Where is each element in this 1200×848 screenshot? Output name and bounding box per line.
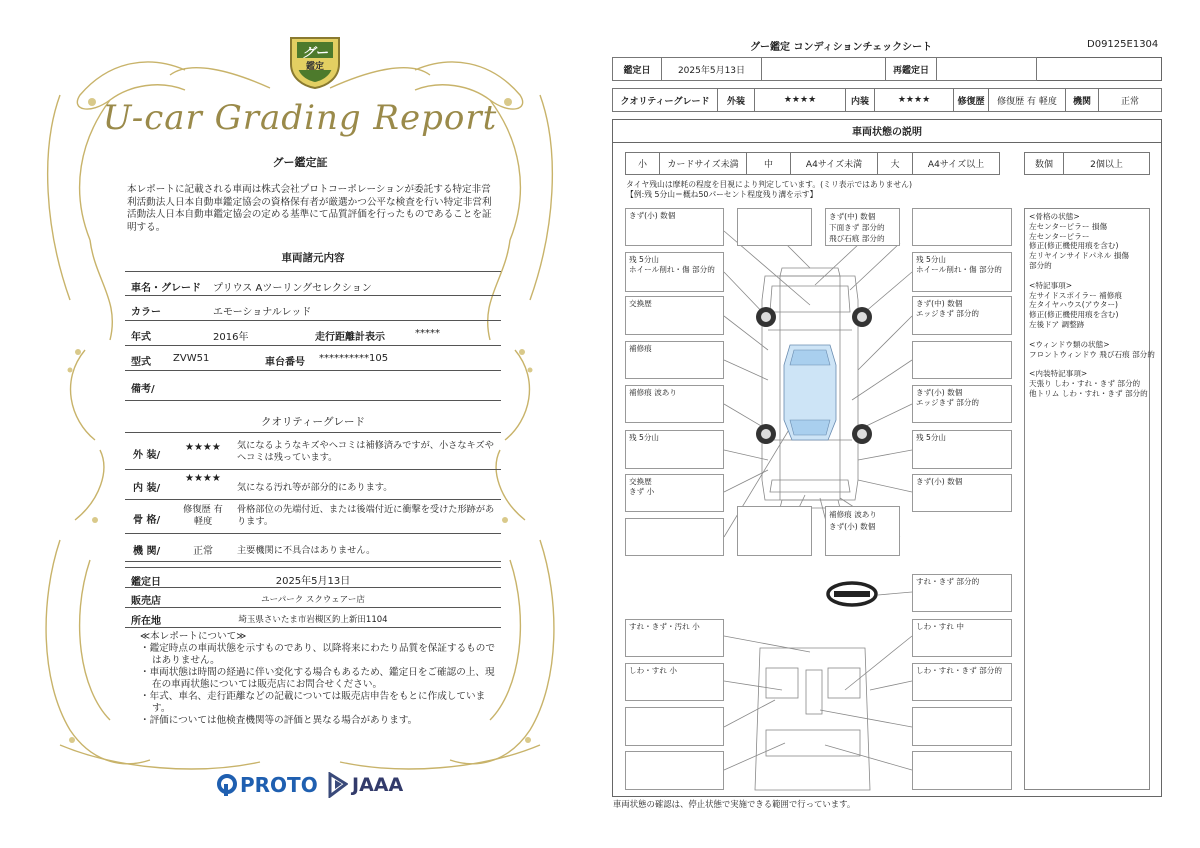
grade-row-exterior [125,432,501,470]
jaaa-logo [328,771,403,799]
mark-rear-left-tire [625,430,724,469]
repair-value: 修復歴 有 軽度 [988,88,1066,112]
date-value: 2025年5月13日 [661,57,762,81]
mark-text: 交換歴 [629,299,652,308]
mark-text: きず(小) 数個 [629,211,676,220]
steering-wheel-icon [828,583,876,605]
summary-line: 左後ドア 調整跡 [1029,319,1085,329]
mark-text: 残 5分山 [629,433,660,442]
grade-value: ★★★★ [185,442,221,453]
mark-text: 残 5分山 [629,255,660,264]
model-value: ZVW51 [173,353,210,364]
mark-rear-bumper [825,506,900,556]
mark-interior-right-2 [912,663,1012,701]
mark-right-rear-door [912,385,1012,423]
date-row [125,567,501,588]
mark-front-left [625,208,724,246]
mark-left-front-door [625,341,724,379]
mark-text: エッジきず 部分的 [916,309,980,318]
ext-value: ★★★★ [754,88,846,112]
date-value: 2025年5月13日 [275,576,351,587]
mark-text: 交換歴 [629,477,652,486]
summary-line: <ウィンドウ類の状態> [1029,339,1110,349]
mark-interior-left-2 [625,663,724,701]
mark-left-rear-door [625,385,724,423]
report-notes [140,631,495,727]
ext-label: 外装 [717,88,755,112]
summary-line: 部分的 [1029,260,1052,270]
store-row [125,588,501,608]
grade-row-frame [125,500,501,534]
size-small-label: 小 [625,152,660,175]
mark-interior-right-3 [912,707,1012,746]
mark-interior-right-1 [912,619,1012,657]
goo-badge [287,32,343,90]
mark-left-fender [625,296,724,335]
mark-text: 残 5分山 [916,255,947,264]
engine-value: 正常 [1098,88,1162,112]
mark-front-right [912,208,1012,246]
mark-interior-left-4 [625,751,724,790]
count-value: 2個以上 [1063,152,1150,175]
summary-line: 左タイヤハウス(アウター) [1029,300,1118,310]
address-value: 埼玉県さいたま市岩槻区釣上新田1104 [238,615,388,625]
mark-interior-right-4 [912,751,1012,790]
spec-row-color [125,296,501,321]
date-label: 鑑定日 [131,577,161,588]
summary-line: フロントウィンドウ 飛び石痕 部分的 [1029,349,1155,359]
mark-rear-left [625,518,724,556]
size-mid-value: A4サイズ未満 [790,152,878,175]
badge-bottom-text: 鑑定 [305,62,324,72]
qg-label: クオリティーグレード [612,88,718,112]
name-label: 車名・グレード [131,283,201,294]
mark-text: きず(中) 数個 [916,299,963,308]
grade-desc: 気になるようなキズやヘコミは補修済みですが、小さなキズやヘコミは残っています。 [237,440,494,463]
mark-front-right-tire [912,252,1012,292]
year-label: 年式 [131,332,151,343]
proto-mark-icon [216,773,238,797]
int-value: ★★★★ [874,88,954,112]
size-large-value: A4サイズ以上 [912,152,1000,175]
mark-front-bumper-left [737,208,812,246]
summary-line: 左センターピラー [1029,231,1090,241]
grade-label: 内 装/ [133,483,161,494]
summary-line: <骨格の状態> [1029,212,1080,221]
grade-row-engine [125,534,501,562]
grade-row-interior [125,470,501,500]
mark-front-left-tire [625,252,724,292]
certificate-intro: 本レポートに記載される車両は株式会社プロトコーポレーションが委託する特定非営利活動法人日本自動車鑑定協会の資格保有者が厳選かつ公平な検査を行い特定非営利活動法人日本自動車鑑定協会の定める基準にて品質評価を行ったものであることを証明する。 [127,184,492,233]
grade-value: 正常 [193,546,213,557]
spec-row-remarks [125,371,501,401]
mark-rear-bumper-left [737,506,812,556]
summary-line: 天張り しわ・すれ・きず 部分的 [1029,379,1141,389]
size-small-value: カードサイズ未満 [659,152,747,175]
mark-right-quarter [912,474,1012,512]
engine-label: 機関 [1065,88,1099,112]
name-value: プリウス Aツーリングセレクション [213,283,372,294]
mark-steering [912,574,1012,612]
store-label: 販売店 [131,596,161,607]
mark-text: しわ・すれ 中 [916,622,964,631]
grade-desc: 骨格部位の先端付近、または後端付近に衝撃を受けた形跡があります。 [237,504,495,527]
mark-text: しわ・すれ 小 [629,666,677,675]
mark-text: きず(中) 数個 [829,212,876,221]
spec-row-model [125,346,501,371]
condition-check-sheet [600,0,1200,848]
mileage-value: ***** [415,328,440,339]
mark-text: すれ・きず・汚れ 小 [629,622,700,631]
size-large-label: 大 [877,152,913,175]
size-mid-label: 中 [746,152,791,175]
summary-spacer [1029,330,1145,340]
mileage-label: 走行距離計表示 [315,332,385,343]
mark-text: きず(小) 数個 [829,522,876,531]
mark-front-bumper [825,208,900,246]
mark-text: 補修痕 波あり [629,388,677,397]
sheet-title: グー鑑定 コンディションチェックシート [750,42,933,53]
summary-panel [1024,208,1155,790]
mark-text: 補修痕 波あり [829,510,877,519]
badge-top-text: グー [301,46,328,61]
grade-label: 機 関/ [133,546,161,557]
summary-line: 左センターピラー 損傷 [1029,221,1108,231]
grade-label: 外 装/ [133,450,161,461]
mark-interior-left-3 [625,707,724,746]
tire-note-2: 【例:残 5分山＝概ね50パーセント程度残り溝を示す】 [626,190,818,199]
mark-text: すれ・きず 部分的 [916,577,980,586]
mark-text: エッジきず 部分的 [916,398,980,407]
certificate-title: グー鑑定証 [272,156,328,169]
jaaa-mark-icon [328,772,348,798]
summary-line: 修正(修正機使用痕を含む) [1029,310,1119,320]
date-label: 鑑定日 [612,57,662,81]
mark-text: ホイール削れ・傷 部分的 [629,265,715,274]
redate-label: 再鑑定日 [885,57,937,81]
year-value: 2016年 [213,332,249,343]
jaaa-logo-text: JAAA [352,774,404,796]
model-label: 型式 [131,357,151,368]
int-label: 内装 [845,88,875,112]
summary-line: <特記事項> [1029,280,1073,290]
sheet-footer: 車両状態の確認は、停止状態で実施できる範囲で行っています。 [613,799,856,809]
grade-value: ★★★★ [185,473,221,484]
state-title: 車両状態の説明 [612,119,1162,143]
note-item: ・評価については他検査機関等の評価と異なる場合があります。 [140,715,418,726]
color-value: エモーショナルレッド [213,307,312,318]
address-label: 所在地 [131,616,161,627]
color-label: カラー [131,307,161,318]
mark-right-fender [912,296,1012,335]
spec-row-name [125,271,501,296]
proto-logo [216,772,318,798]
mark-right-front-door [912,341,1012,379]
repair-label: 修復歴 [953,88,989,112]
mark-text: きず(小) 数個 [916,477,963,486]
mark-text: 残 5分山 [916,433,947,442]
spec-row-year [125,321,501,346]
mark-text: 下面きず 部分的 [829,223,885,232]
remarks-label: 備考/ [131,384,155,395]
summary-line: 左リヤインサイドパネル 損傷 [1029,251,1129,261]
address-row [125,608,501,628]
note-item: ・車両状態は時間の経過に伴い変化する場合もあるため、鑑定日をご確認の上、現在の車両状態については販売店にお問合せください。 [140,667,495,690]
chassis-value: **********105 [319,353,389,364]
note-item: ・鑑定時点の車両状態を示すものであり、以降将来にわたり品質を保証するものではありません。 [140,643,495,666]
chassis-label: 車台番号 [265,357,305,368]
mark-text: きず 小 [629,487,655,496]
quality-title: クオリティーグレード [261,416,365,428]
spec-title: 車両諸元内容 [281,252,345,264]
count-label: 数個 [1024,152,1064,175]
mark-text: 飛び石痕 部分的 [829,234,885,243]
mark-text: きず(小) 数個 [916,388,963,397]
grade-label: 骨 格/ [133,515,161,526]
proto-logo-text: PROTO [240,773,318,797]
tire-note-1: タイヤ残山は摩耗の程度を目視により判定しています。(ミリ表示ではありません) [626,180,912,189]
grade-desc: 主要機関に不具合はありません。 [237,545,376,556]
mark-left-quarter [625,474,724,512]
mark-interior-left-1 [625,619,724,657]
notes-title: ≪本レポートについて≫ [140,631,247,642]
summary-line: <内装特記事項> [1029,369,1088,379]
mark-text: ホイール削れ・傷 部分的 [916,265,1002,274]
summary-line: 左サイドスポイラー 補修痕 [1029,290,1122,300]
note-item: ・年式、車名、走行距離などの記載については販売店申告をもとに作成しています。 [140,691,486,714]
mark-text: 補修痕 [629,344,652,353]
summary-spacer [1029,359,1145,369]
mark-rear-right-tire [912,430,1012,469]
summary-line: 修正(修正機使用痕を含む) [1029,241,1119,251]
summary-spacer [1029,271,1145,281]
store-value: ユーパーク スクウェアー店 [261,595,365,605]
grade-value: 修復歴 有 軽度 [183,504,223,527]
script-title: U-car Grading Report [102,98,498,138]
summary-line: 他トリム しわ・すれ・きず 部分的 [1029,388,1148,398]
document-id: D09125E1304 [1087,39,1159,50]
mark-text: しわ・すれ・きず 部分的 [916,666,1002,675]
grade-desc: 気になる汚れ等が部分的にあります。 [237,482,393,493]
